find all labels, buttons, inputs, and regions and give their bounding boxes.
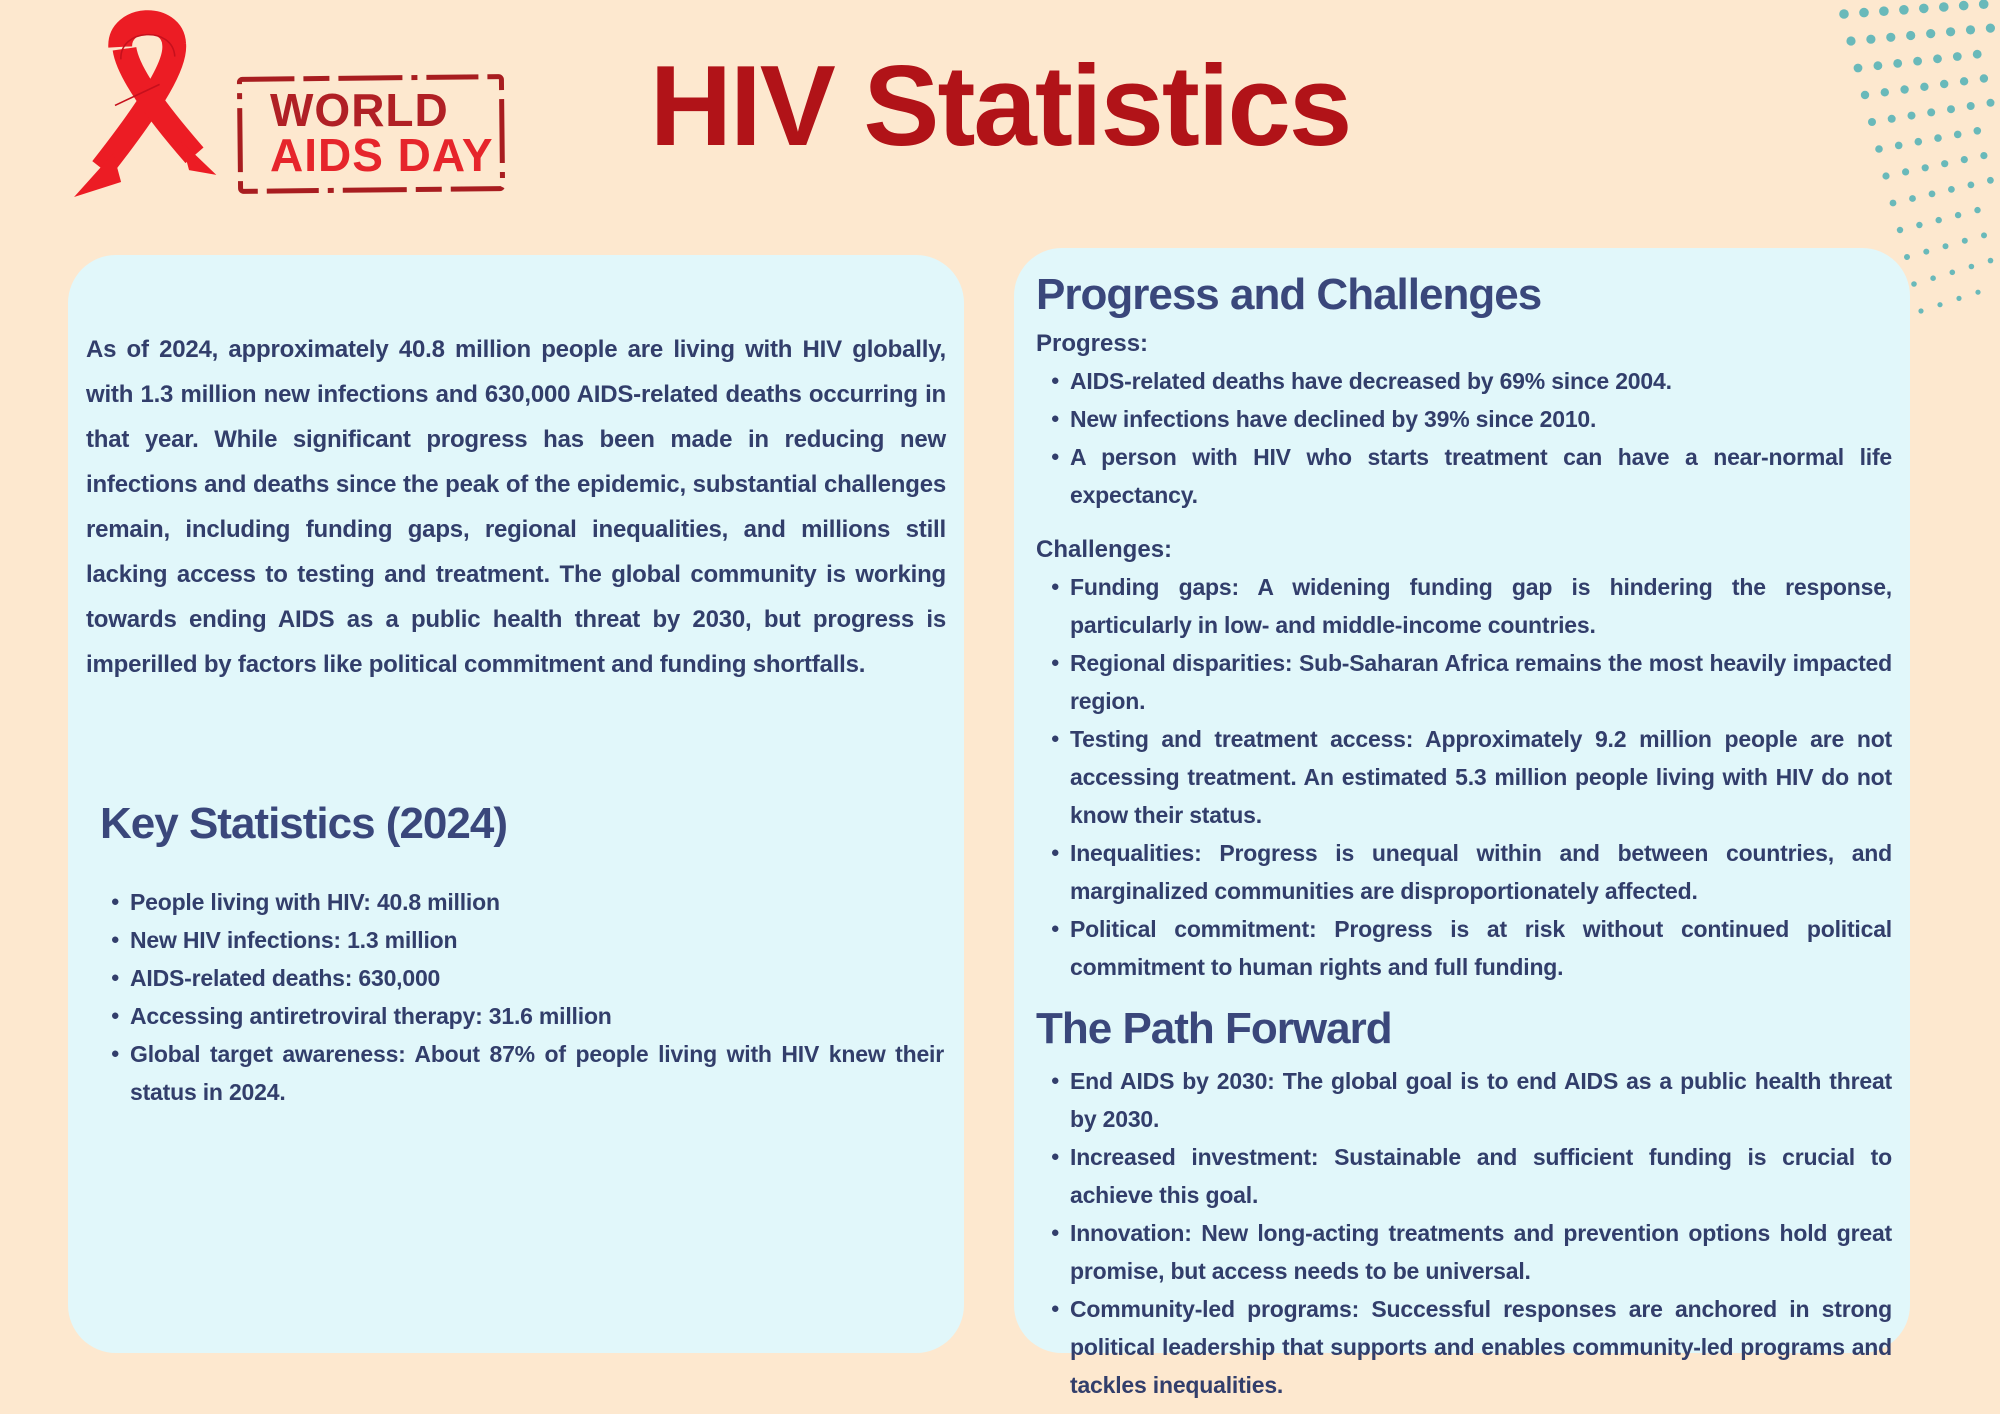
key-statistics-list (100, 883, 946, 1111)
bullet-icon: ● (110, 893, 120, 910)
list-item: ● New infections have declined by 39% since 2010. (1040, 400, 1894, 438)
list-item: ● Community-led programs: Successful responses are anchored in strong political leadership that supports and enables community-led programs and tackles inequalities. (1040, 1290, 1894, 1404)
bullet-icon: ● (110, 1007, 120, 1024)
list-item: ● Testing and treatment access: Approximately 9.2 million people are not accessing treatment. An estimated 5.3 million people living with HIV do not know their status. (1040, 720, 1894, 834)
list-item: ● Global target awareness: About 87% of people living with HIV knew their status in 2024. (100, 1035, 946, 1111)
list-item: ● Regional disparities: Sub-Saharan Africa remains the most heavily impacted region. (1040, 644, 1894, 720)
challenges-label: Challenges: (1036, 536, 1173, 563)
list-item: ● Increased investment: Sustainable and sufficient funding is crucial to achieve this goal. (1040, 1138, 1894, 1214)
challenges-list (1040, 568, 1894, 986)
bullet-icon: ● (1050, 1224, 1060, 1241)
list-item: ● Funding gaps: A widening funding gap is hindering the response, particularly in low- and middle-income countries. (1040, 568, 1894, 644)
bullet-icon: ● (1050, 1148, 1060, 1165)
bullet-icon: ● (1050, 730, 1060, 747)
list-item: ● End AIDS by 2030: The global goal is to end AIDS as a public health threat by 2030. (1040, 1062, 1894, 1138)
list-item: ● Innovation: New long-acting treatments and prevention options hold great promise, but access needs to be universal. (1040, 1214, 1894, 1290)
bullet-icon: ● (1050, 1300, 1060, 1317)
bullet-icon: ● (110, 931, 120, 948)
bullet-icon: ● (110, 969, 120, 986)
bullet-icon: ● (110, 1045, 120, 1062)
progress-list (1040, 362, 1894, 514)
list-item: ● A person with HIV who starts treatment can have a near-normal life expectancy. (1040, 438, 1894, 514)
aids-ribbon-icon (55, 0, 243, 201)
progress-label: Progress: (1036, 330, 1149, 357)
list-item: ● Accessing antiretroviral therapy: 31.6 million (100, 997, 946, 1035)
progress-panel (1014, 248, 1910, 1398)
page-title: HIV Statistics (649, 43, 1351, 170)
bullet-icon: ● (1050, 1072, 1060, 1089)
bullet-icon: ● (1050, 372, 1060, 389)
world-aids-day-logo (236, 74, 506, 194)
logo-word: WORLD (270, 84, 449, 136)
logo-aids-day: AIDS DAY (270, 129, 494, 181)
intro-paragraph: As of 2024, approximately 40.8 million people are living with HIV globally, with 1.3 million new infections and 630,000 AIDS-related deaths occurring in that year. While significant progress has been made in reducing new infections and deaths since the peak of the epidemic, substantial challenges remain, including funding gaps, regional inequalities, and millions still lacking access to testing and treatment. The global community is working towards ending AIDS as a public health threat by 2030, but progress is imperilled by factors like political commitment and funding shortfalls. (86, 336, 946, 678)
bullet-icon: ● (1050, 920, 1060, 937)
list-item: ● Political commitment: Progress is at risk without continued political commitment to human rights and full funding. (1040, 910, 1894, 986)
progress-challenges-heading: Progress and Challenges (1036, 270, 1542, 319)
list-item: ● AIDS-related deaths have decreased by 69% since 2004. (1040, 362, 1894, 400)
list-item: ● People living with HIV: 40.8 million (100, 883, 946, 921)
bullet-icon: ● (1050, 844, 1060, 861)
bullet-icon: ● (1050, 410, 1060, 427)
bullet-icon: ● (1050, 654, 1060, 671)
list-item: ● AIDS-related deaths: 630,000 (100, 959, 946, 997)
path-forward-heading: The Path Forward (1036, 1004, 1392, 1053)
key-statistics-heading: Key Statistics (2024) (100, 799, 507, 848)
overview-panel (68, 255, 964, 1353)
list-item: ● Inequalities: Progress is unequal within and between countries, and marginalized communities are disproportionately affected. (1040, 834, 1894, 910)
bullet-icon: ● (1050, 448, 1060, 465)
path-forward-list (1040, 1062, 1894, 1404)
list-item: ● New HIV infections: 1.3 million (100, 921, 946, 959)
bullet-icon: ● (1050, 578, 1060, 595)
